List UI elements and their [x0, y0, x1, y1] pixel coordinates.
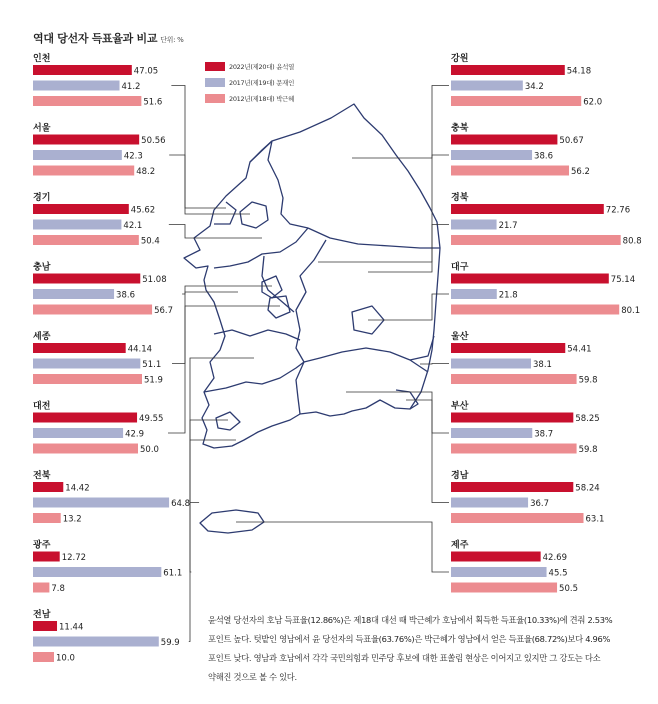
region-1-name: 서울 [33, 123, 51, 134]
region-15-bar-c2022 [451, 482, 573, 492]
region-3-name: 충남 [33, 262, 51, 273]
region-14-bar-c2017 [451, 428, 532, 438]
region-2-bar-c2022 [33, 204, 129, 214]
region-6-value-c2012: 13.2 [62, 514, 82, 525]
bar-groups [33, 52, 642, 664]
region-16-value-c2017: 45.5 [548, 568, 568, 579]
region-9-name: 강원 [451, 54, 469, 64]
region-10-bar-c2017 [451, 150, 532, 160]
region-5-bar-c2017 [33, 428, 123, 438]
region-5-bar-c2022 [33, 413, 137, 423]
region-9-value-c2017: 34.2 [524, 82, 544, 92]
region-8-value-c2022: 11.44 [59, 622, 84, 633]
region-8-bar-c2022 [33, 621, 57, 631]
region-12-name: 대구 [451, 262, 469, 273]
region-15-value-c2012: 63.1 [585, 514, 605, 525]
region-3-value-c2022: 51.08 [142, 275, 167, 285]
region-15-name: 경남 [451, 471, 469, 481]
region-10-group [451, 122, 590, 178]
region-14-value-c2022: 58.25 [575, 414, 600, 424]
region-7-bar-c2012 [33, 583, 49, 593]
region-7-value-c2022: 12.72 [61, 553, 87, 563]
region-6-bar-c2012 [33, 513, 61, 523]
region-12-bar-c2012 [451, 305, 619, 315]
border-busan [396, 390, 418, 409]
unit-label: 단위: % [160, 36, 184, 44]
region-9-group [451, 52, 602, 108]
border-gyeongbuk-gyeongnam [304, 348, 428, 372]
region-2-bar-c2017 [33, 220, 121, 230]
region-11-group [451, 191, 642, 247]
region-11-bar-c2017 [451, 220, 497, 230]
border-seoul [240, 202, 268, 228]
region-14-bar-c2022 [451, 413, 573, 423]
region-9-bar-c2012 [451, 96, 581, 106]
region-16-bar-c2012 [451, 583, 557, 593]
region-16-name: 제주 [451, 540, 469, 551]
region-8-name: 전남 [33, 610, 51, 620]
region-15-bar-c2017 [451, 498, 528, 508]
region-3-leader-line [182, 292, 238, 294]
region-7-leader-line [190, 420, 228, 572]
region-5-value-c2022: 49.55 [139, 414, 164, 424]
region-9-leader-line [352, 86, 449, 159]
region-13-leader-line [420, 364, 449, 365]
region-1-value-c2012: 48.2 [136, 167, 156, 177]
region-9-value-c2012: 62.0 [583, 97, 603, 108]
region-10-name: 충북 [451, 123, 469, 134]
region-5-value-c2017: 42.9 [125, 429, 145, 440]
region-14-value-c2012: 59.8 [578, 445, 598, 455]
jeju-island-outline [200, 510, 264, 533]
legend-item-2022 [205, 58, 294, 74]
region-5-group [33, 400, 163, 456]
region-7-value-c2017: 61.1 [163, 568, 183, 579]
region-0-group [33, 52, 162, 108]
region-12-bar-c2017 [451, 289, 497, 299]
region-7-bar-c2022 [33, 552, 60, 562]
region-11-value-c2012: 80.8 [622, 236, 642, 247]
border-gyeonggi-chungbuk [214, 228, 308, 268]
region-16-bar-c2022 [451, 552, 541, 562]
region-2-bar-c2012 [33, 235, 139, 245]
analysis-note: 윤석열 당선자의 호남 득표율(12.86%)은 제18대 대선 때 박근혜가 호남에서 획득한 득표율(10.33%)에 견줘 2.53%포인트 높다. 텃밭인 영남에서 윤 당선자의 득표율(63.76%)은 박근혜가 영남에서 얻은 득표율(68.72%)보다 4.96%포인트 낮다. 영남과 호남에서 각각 국민의힘과 민주당 후보에 대한 표쏠림 현상은 이어지고 있지만 그 강도는 다소 약해진 것으로 볼 수 있다. [208, 615, 613, 682]
region-11-bar-c2012 [451, 235, 621, 245]
legend-item-2017 [205, 74, 294, 90]
region-14-name: 부산 [451, 401, 469, 412]
region-1-bar-c2017 [33, 150, 122, 160]
legend-swatch-2022 [205, 62, 225, 71]
chart-title [33, 30, 183, 46]
region-9-value-c2022: 54.18 [566, 66, 592, 77]
legend-swatch-2017 [205, 78, 225, 87]
region-6-bar-c2017 [33, 498, 169, 508]
region-4-bar-c2017 [33, 359, 140, 369]
border-jeonbuk-jeonnam [204, 362, 304, 392]
border-jeonnam-gyeongnam [296, 362, 304, 414]
region-5-value-c2012: 50.0 [140, 445, 159, 455]
region-4-bar-c2022 [33, 343, 126, 353]
region-9-bar-c2022 [451, 65, 565, 75]
region-8-bar-c2012 [33, 652, 54, 662]
region-3-bar-c2012 [33, 305, 152, 315]
region-12-value-c2022: 75.14 [610, 275, 636, 285]
region-10-bar-c2012 [451, 166, 569, 176]
region-13-name: 울산 [451, 332, 469, 342]
region-10-value-c2017: 38.6 [534, 151, 553, 162]
region-13-group [451, 330, 598, 386]
region-6-leader-line [190, 358, 254, 503]
region-0-bar-c2022 [33, 65, 132, 75]
region-4-value-c2017: 51.1 [142, 360, 162, 370]
border-chungnam-jeonbuk [214, 330, 300, 340]
region-6-value-c2022: 14.42 [65, 483, 90, 494]
region-2-name: 경기 [33, 193, 51, 203]
border-sejong [262, 276, 282, 298]
region-14-group [451, 400, 600, 456]
region-12-value-c2017: 21.8 [498, 290, 518, 301]
border-chungnam-chungbuk [262, 256, 294, 312]
region-1-bar-c2012 [33, 166, 134, 176]
region-13-bar-c2017 [451, 359, 531, 369]
region-7-name: 광주 [33, 540, 51, 551]
legend-label-2017: 2017년(제19대) 문재인 [229, 78, 295, 87]
region-6-group [33, 469, 190, 525]
region-13-value-c2022: 54.41 [567, 344, 592, 355]
region-11-value-c2017: 21.7 [498, 221, 518, 231]
region-13-bar-c2012 [451, 374, 577, 384]
region-4-value-c2012: 51.9 [143, 375, 163, 386]
border-gwangju [216, 412, 240, 430]
border-gyeonggi-gangwon [268, 141, 308, 228]
region-6-name: 전북 [33, 471, 51, 481]
legend-label-2022: 2022년(제20대) 윤석열 [229, 62, 295, 71]
region-6-bar-c2022 [33, 482, 63, 492]
region-3-group [33, 261, 173, 317]
region-8-bar-c2017 [33, 637, 159, 647]
korea-map [184, 104, 440, 533]
border-chungbuk-gyeongbuk [296, 240, 326, 362]
legend-label-2012: 2012년(제18대) 박근혜 [229, 94, 295, 103]
region-12-bar-c2022 [451, 274, 609, 284]
region-2-group [33, 191, 160, 247]
region-13-value-c2017: 38.1 [533, 360, 552, 370]
region-1-value-c2022: 50.56 [141, 136, 166, 146]
region-2-value-c2012: 50.4 [140, 236, 160, 247]
region-10-bar-c2022 [451, 135, 557, 145]
region-11-name: 경북 [451, 193, 469, 203]
region-9-bar-c2017 [451, 81, 523, 91]
region-11-bar-c2022 [451, 204, 604, 214]
region-4-name: 세종 [33, 332, 51, 342]
region-2-leader-line [169, 225, 262, 239]
region-8-group [33, 608, 180, 664]
region-13-bar-c2022 [451, 343, 565, 353]
region-0-bar-c2017 [33, 81, 120, 91]
region-3-value-c2017: 38.6 [116, 290, 135, 301]
legend-swatch-2012 [205, 94, 225, 103]
region-4-bar-c2012 [33, 374, 142, 384]
legend [205, 58, 294, 106]
chart-title-text: 역대 당선자 득표율과 비교 [33, 32, 158, 45]
region-3-bar-c2022 [33, 274, 140, 284]
region-6-value-c2017: 64.8 [171, 499, 191, 509]
region-5-name: 대전 [33, 401, 51, 412]
region-16-bar-c2017 [451, 567, 547, 577]
region-7-group [33, 539, 182, 595]
region-2-value-c2022: 45.62 [130, 205, 156, 216]
region-16-group [451, 539, 578, 595]
region-1-value-c2017: 42.3 [123, 151, 143, 162]
region-2-value-c2017: 42.1 [123, 221, 143, 231]
region-1-group [33, 122, 166, 178]
region-0-value-c2022: 47.05 [133, 66, 159, 77]
korea-mainland-outline [184, 104, 440, 448]
region-15-value-c2022: 58.24 [575, 483, 600, 494]
region-13-value-c2012: 59.8 [578, 375, 598, 386]
region-16-value-c2022: 42.69 [542, 553, 567, 563]
legend-item-2012 [205, 90, 294, 106]
region-3-value-c2012: 56.7 [154, 306, 174, 316]
region-15-bar-c2012 [451, 513, 584, 523]
border-gangwon-chungbuk-gyeongbuk [308, 228, 440, 248]
region-7-value-c2012: 7.8 [51, 584, 65, 594]
region-10-value-c2012: 56.2 [571, 167, 590, 177]
region-0-value-c2012: 51.6 [143, 97, 163, 108]
region-7-bar-c2017 [33, 567, 161, 577]
region-8-value-c2012: 10.0 [56, 653, 75, 664]
region-4-value-c2022: 44.14 [127, 344, 153, 355]
region-16-value-c2012: 50.5 [559, 584, 578, 594]
region-5-bar-c2012 [33, 444, 138, 454]
region-10-value-c2022: 50.67 [559, 136, 584, 146]
region-11-value-c2022: 72.76 [605, 205, 631, 216]
region-14-value-c2017: 38.7 [534, 429, 554, 440]
region-16-leader-line [236, 522, 449, 572]
region-0-name: 인천 [33, 54, 51, 64]
region-15-value-c2017: 36.7 [530, 499, 550, 509]
region-4-group [33, 330, 163, 386]
region-14-bar-c2012 [451, 444, 577, 454]
region-0-bar-c2012 [33, 96, 141, 106]
region-3-bar-c2017 [33, 289, 114, 299]
region-15-group [451, 469, 604, 525]
region-8-value-c2017: 59.9 [160, 638, 180, 648]
region-12-value-c2012: 80.1 [621, 306, 641, 316]
region-12-group [451, 261, 640, 317]
region-1-bar-c2022 [33, 135, 139, 145]
region-0-value-c2017: 41.2 [121, 82, 141, 92]
